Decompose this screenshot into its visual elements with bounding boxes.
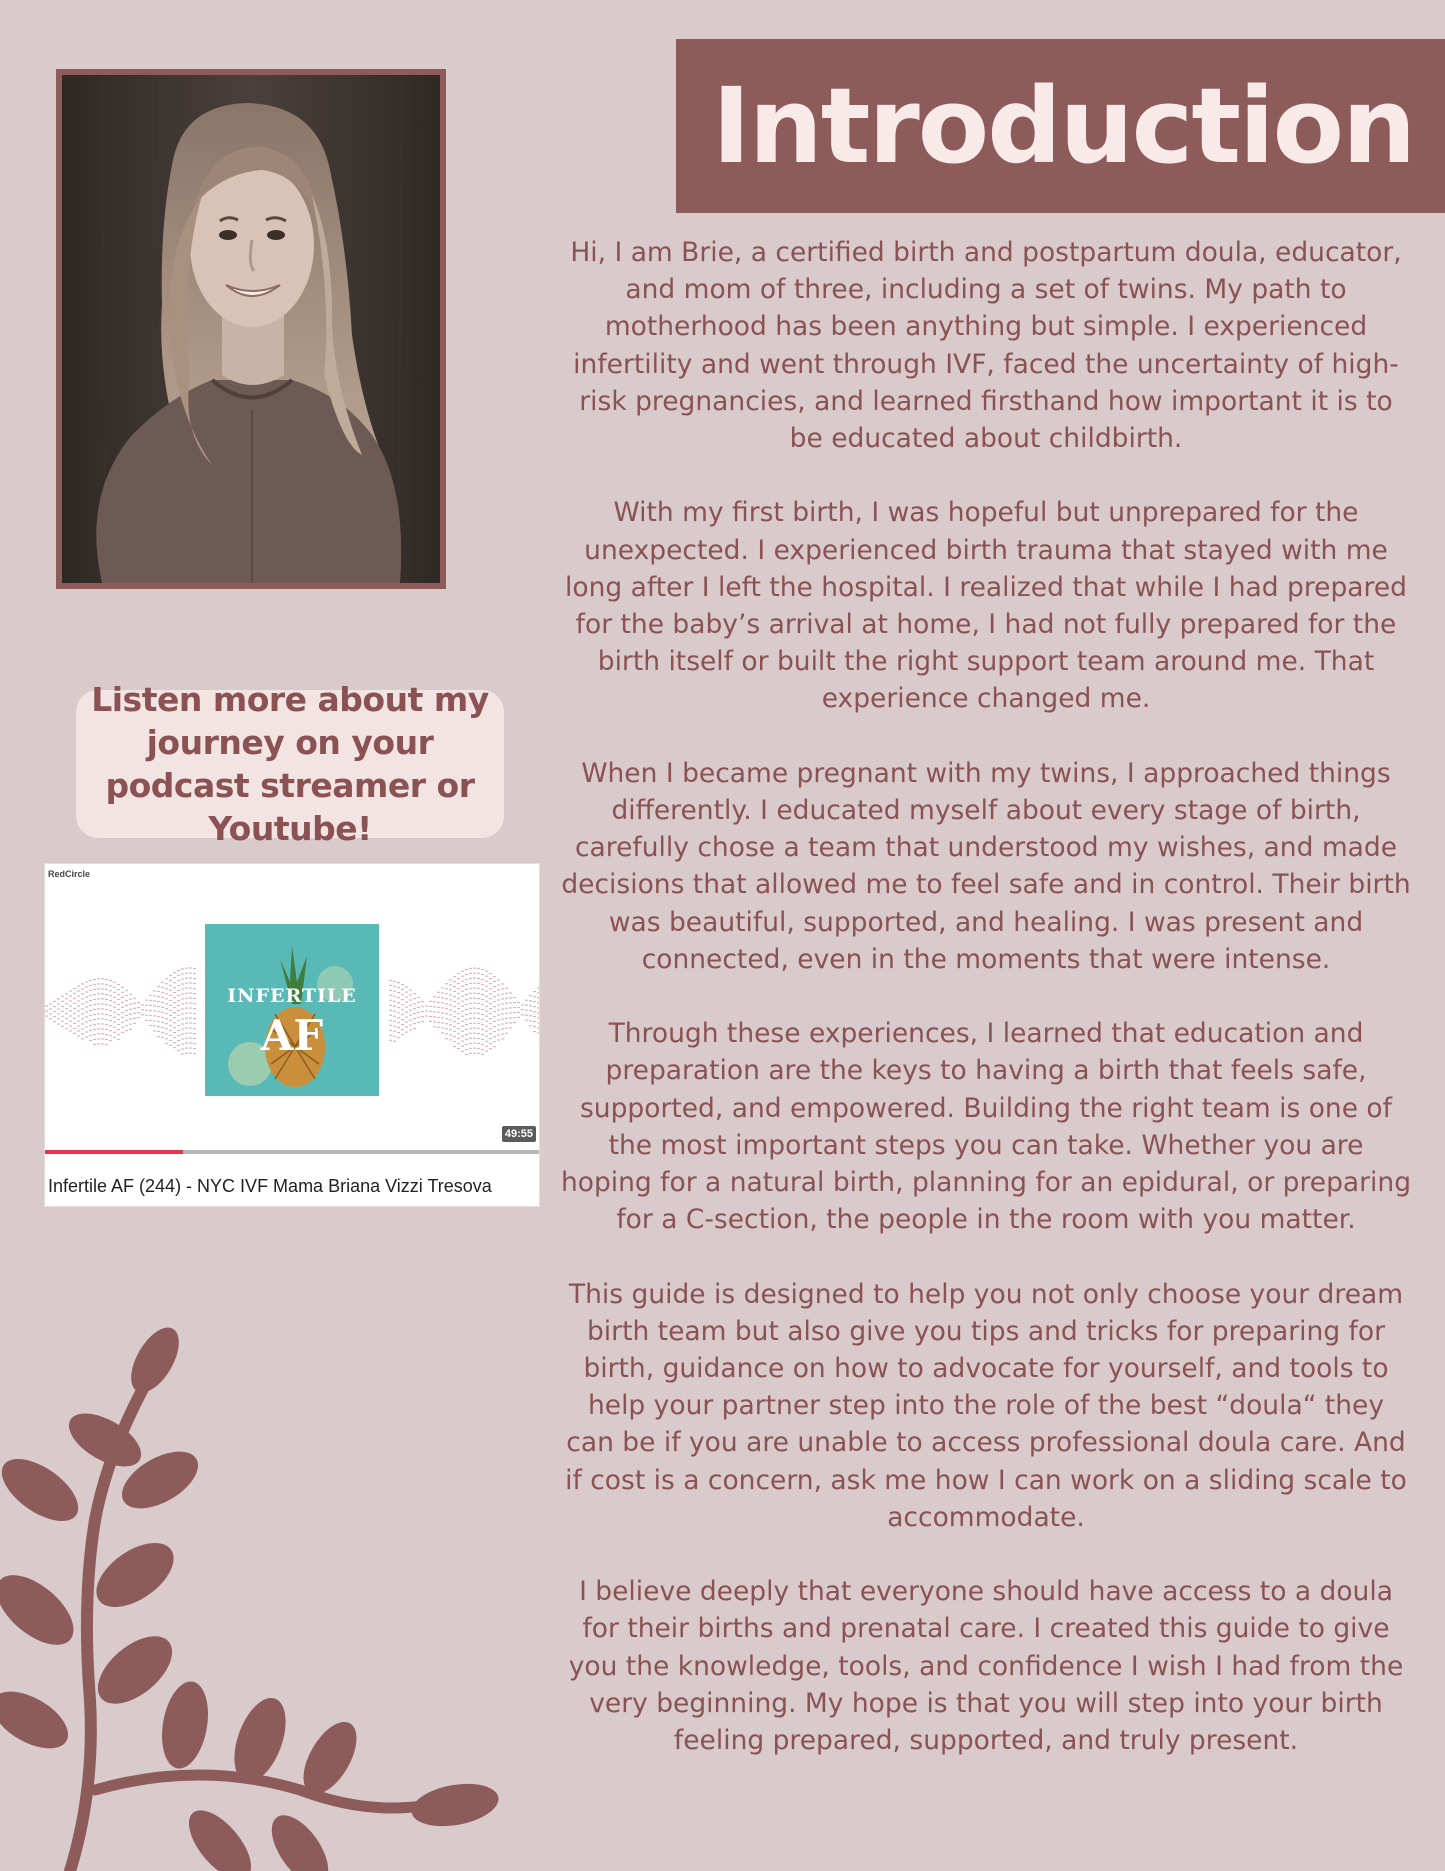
portrait-image	[62, 75, 440, 583]
progress-fill	[45, 1150, 183, 1154]
paragraph: This guide is designed to help you not only choose your dream birth team but also give you tips and tricks for preparing for birth, guidance on how to advocate for yourself, and tools to help your partner step into the role of the best “doula“ they can be if you are unable to access professional doula care. And if cost is a concern, ask me how I can work on a sliding scale to accommodate.	[565, 1278, 1407, 1533]
waveform-thumbnail	[45, 864, 539, 1160]
brand-label: RedCircle	[48, 869, 91, 879]
leaf-branch-icon	[0, 1320, 500, 1871]
paragraph: When I became pregnant with my twins, I approached things differently. I educated myself about every stage of birth, carefully chose a team that understood my wishes, and made decisions that allowed me to feel safe and in control. Their birth was beautiful, supported, and healing. I was present and connected, even in the moments that were intense.	[561, 757, 1411, 975]
paragraph: I believe deeply that everyone should have access to a doula for their births and prenatal care. I created this guide to give you the knowledge, tools, and confidence I wish I had from the very beginning. My hope is that you will step into your birth feeling prepared, supported, and truly present.	[568, 1576, 1404, 1757]
decorative-branch	[0, 1320, 500, 1871]
cover-title: INFERTILE	[227, 985, 357, 1007]
video-link[interactable]	[45, 864, 539, 1206]
introduction-body	[560, 234, 1412, 1759]
video-title[interactable]: Infertile AF (244) - NYC IVF Mama Briana Vizzi Tresova	[48, 1176, 492, 1196]
paragraph: Through these experiences, I learned that education and preparation are the keys to having a birth that feels safe, supported, and empowered. Building the right team is one of the most important steps you can take. Whether you are hoping for a natural birth, planning for an epidural, or preparing for a C-section, the people in the room with you matter.	[560, 1018, 1412, 1236]
duration-badge: 49:55	[502, 1126, 536, 1142]
page-title: Introduction	[712, 65, 1415, 187]
title-banner	[676, 39, 1445, 213]
callout-text: Listen more about my journey on your podcast streamer or Youtube!	[91, 680, 489, 848]
video-thumbnail[interactable]	[45, 864, 539, 1160]
paragraph: With my first birth, I was hopeful but unprepared for the unexpected. I experienced birth trauma that stayed with me long after I left the hospital. I realized that while I had prepared for the baby’s arrival at home, I had not fully prepared for the birth itself or built the right support team around me. That experience changed me.	[565, 497, 1407, 715]
cover-subtitle: AF	[260, 1011, 324, 1060]
author-portrait	[56, 69, 446, 589]
paragraph: Hi, I am Brie, a certified birth and postpartum doula, educator, and mom of three, including a set of twins. My path to motherhood has been anything but simple. I experienced infertility and went through IVF, faced the uncertainty of high-risk pregnancies, and learned firsthand how important it is to be educated about childbirth.	[570, 237, 1402, 455]
podcast-callout	[76, 680, 504, 848]
